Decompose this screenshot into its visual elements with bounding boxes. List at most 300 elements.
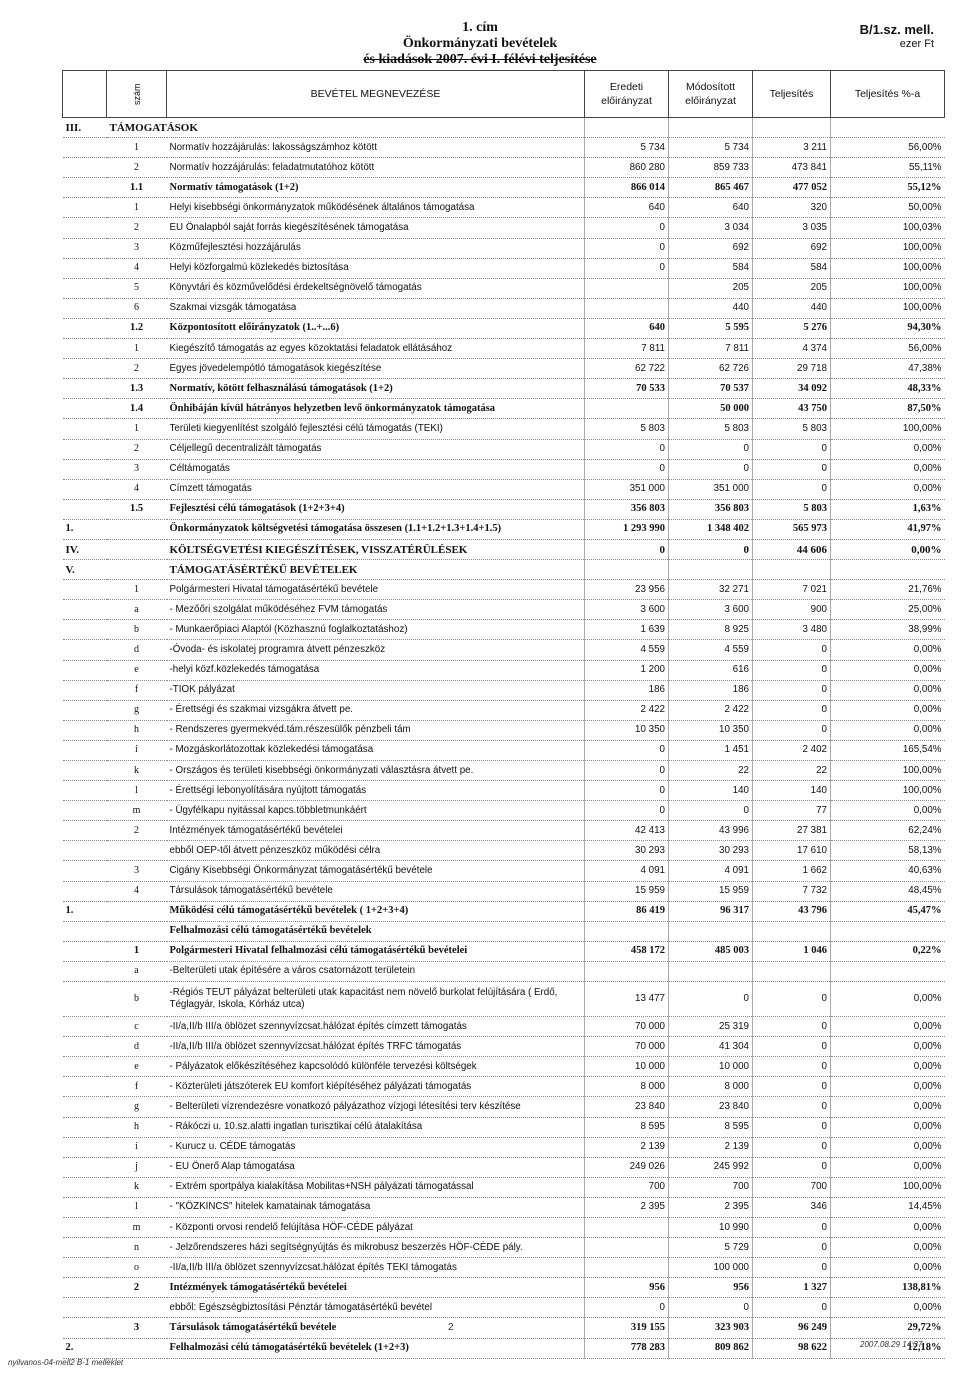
row-number: 3	[107, 238, 167, 258]
row-number: 3	[107, 861, 167, 881]
table-row	[63, 258, 945, 278]
row-actual: 77	[753, 801, 831, 821]
row-section	[63, 1097, 107, 1117]
row-number: o	[107, 1258, 167, 1278]
row-number: 1.4	[107, 399, 167, 419]
row-modified: 205	[669, 278, 753, 298]
row-section	[63, 158, 107, 178]
table-row	[63, 459, 945, 479]
row-actual: 0	[753, 1298, 831, 1318]
col-header-actual: Teljesítés	[753, 71, 831, 118]
row-percent: 138,81%	[831, 1278, 945, 1298]
row-percent: 0,00%	[831, 1097, 945, 1117]
row-name: - Mozgáskorlátozottak közlekedési támogatása	[167, 740, 585, 760]
row-modified	[669, 560, 753, 580]
row-name: ebből OEP-től átvett pénzeszköz működési célra	[167, 841, 585, 861]
row-actual: 0	[753, 1057, 831, 1077]
row-original: 1 200	[585, 660, 669, 680]
row-name: Normatív hozzájárulás: feladatmutatóhoz kötött	[167, 158, 585, 178]
row-number: 1	[107, 339, 167, 359]
row-percent: 47,38%	[831, 359, 945, 379]
row-section	[63, 700, 107, 720]
row-section	[63, 761, 107, 781]
footer-filename: nyilvanos-04-mell2 B-1 melléklet	[8, 1358, 124, 1367]
row-percent: 0,00%	[831, 439, 945, 459]
row-original: 458 172	[585, 941, 669, 961]
row-modified	[669, 961, 753, 981]
row-original	[585, 560, 669, 580]
table-row	[63, 801, 945, 821]
row-percent: 58,13%	[831, 841, 945, 861]
row-modified: 8 595	[669, 1117, 753, 1137]
row-section	[63, 278, 107, 298]
row-number: h	[107, 720, 167, 740]
row-name: Fejlesztési célú támogatások (1+2+3+4)	[167, 499, 585, 519]
row-modified: 15 959	[669, 881, 753, 901]
row-actual: 29 718	[753, 359, 831, 379]
row-section	[63, 138, 107, 158]
row-number: 5	[107, 278, 167, 298]
row-actual: 565 973	[753, 519, 831, 539]
row-name: - Érettségi lebonyolítására nyújtott támogatás	[167, 781, 585, 801]
row-percent: 100,00%	[831, 258, 945, 278]
row-original: 62 722	[585, 359, 669, 379]
row-modified: 140	[669, 781, 753, 801]
unit-label: ezer Ft	[899, 38, 934, 50]
row-modified: 10 990	[669, 1217, 753, 1237]
table-row	[63, 1077, 945, 1097]
row-original: 2 139	[585, 1137, 669, 1157]
row-name: Önhibáján kívül hátrányos helyzetben levő önkormányzatok támogatása	[167, 399, 585, 419]
row-original: 778 283	[585, 1338, 669, 1358]
row-name: - Kurucz u. CÉDE támogatás	[167, 1137, 585, 1157]
row-number: TÁMOGATÁSOK	[107, 118, 167, 138]
table-row	[63, 399, 945, 419]
table-row	[63, 1157, 945, 1177]
row-section	[63, 459, 107, 479]
row-percent: 40,63%	[831, 861, 945, 881]
row-percent: 94,30%	[831, 318, 945, 338]
row-name: -Óvoda- és iskolatej programra átvett pénzeszköz	[167, 640, 585, 660]
row-section	[63, 1238, 107, 1258]
row-modified: 245 992	[669, 1157, 753, 1177]
row-original: 1 293 990	[585, 519, 669, 539]
row-section	[63, 1137, 107, 1157]
row-modified: 186	[669, 680, 753, 700]
row-modified: 5 729	[669, 1238, 753, 1258]
row-number: 1	[107, 941, 167, 961]
row-modified: 640	[669, 198, 753, 218]
row-original: 0	[585, 740, 669, 760]
row-name: Helyi közforgalmú közlekedés biztosítása	[167, 258, 585, 278]
row-actual: 0	[753, 479, 831, 499]
row-original: 23 840	[585, 1097, 669, 1117]
table-row	[63, 1238, 945, 1258]
row-section	[63, 660, 107, 680]
row-actual: 1 327	[753, 1278, 831, 1298]
row-actual: 205	[753, 278, 831, 298]
row-percent	[831, 921, 945, 941]
row-actual: 440	[753, 298, 831, 318]
row-percent: 165,54%	[831, 740, 945, 760]
row-actual: 692	[753, 238, 831, 258]
row-name: Kiegészítő támogatás az egyes közoktatási feladatok ellátásához	[167, 339, 585, 359]
row-original: 0	[585, 238, 669, 258]
row-actual: 320	[753, 198, 831, 218]
table-row	[63, 881, 945, 901]
row-percent: 45,47%	[831, 901, 945, 921]
row-name: Felhalmozási célú támogatásértékű bevételek (1+2+3)	[167, 1338, 585, 1358]
row-number: a	[107, 961, 167, 981]
row-original: 8 000	[585, 1077, 669, 1097]
row-actual: 0	[753, 700, 831, 720]
row-actual: 473 841	[753, 158, 831, 178]
row-modified: 4 091	[669, 861, 753, 881]
row-actual: 43 796	[753, 901, 831, 921]
row-number: 4	[107, 258, 167, 278]
table-row	[63, 539, 945, 559]
row-name: Könyvtári és közművelődési érdekeltségnövelő támogatás	[167, 278, 585, 298]
row-actual: 900	[753, 600, 831, 620]
row-section	[63, 580, 107, 600]
row-number	[107, 560, 167, 580]
table-row	[63, 720, 945, 740]
row-percent: 0,00%	[831, 539, 945, 559]
row-original	[585, 298, 669, 318]
row-section	[63, 419, 107, 439]
row-section	[63, 238, 107, 258]
table-row	[63, 1217, 945, 1237]
table-row	[63, 238, 945, 258]
row-name: -Régiós TEUT pályázat belterületi utak kapacitást nem növelő burkolat felújítására ( Erdő, Téglagyár, Iskola, Kórház utca)	[167, 982, 585, 1017]
row-number: 6	[107, 298, 167, 318]
row-modified: 32 271	[669, 580, 753, 600]
row-actual: 0	[753, 1258, 831, 1278]
table-row	[63, 198, 945, 218]
row-section	[63, 941, 107, 961]
table-row	[63, 1197, 945, 1217]
table-row	[63, 660, 945, 680]
row-number	[107, 1338, 167, 1358]
row-original: 7 811	[585, 339, 669, 359]
row-name: Központosított előirányzatok (1..+...6)	[167, 318, 585, 338]
table-row	[63, 499, 945, 519]
row-percent: 25,00%	[831, 600, 945, 620]
row-number: h	[107, 1117, 167, 1137]
table-row	[63, 1097, 945, 1117]
row-modified	[669, 921, 753, 941]
row-modified: 865 467	[669, 178, 753, 198]
row-number: 2	[107, 439, 167, 459]
row-percent: 0,00%	[831, 700, 945, 720]
row-modified: 5 803	[669, 419, 753, 439]
row-original: 0	[585, 801, 669, 821]
row-actual: 0	[753, 680, 831, 700]
row-section	[63, 881, 107, 901]
row-percent: 87,50%	[831, 399, 945, 419]
row-modified: 0	[669, 439, 753, 459]
row-name: -TIOK pályázat	[167, 680, 585, 700]
row-number: 4	[107, 881, 167, 901]
row-original: 8 595	[585, 1117, 669, 1137]
row-original: 700	[585, 1177, 669, 1197]
row-section: III.	[63, 118, 107, 138]
table-row	[63, 479, 945, 499]
row-section	[63, 379, 107, 399]
row-percent: 0,00%	[831, 479, 945, 499]
row-actual: 17 610	[753, 841, 831, 861]
row-section	[63, 399, 107, 419]
row-modified: 2 422	[669, 700, 753, 720]
row-modified: 50 000	[669, 399, 753, 419]
row-modified: 2 395	[669, 1197, 753, 1217]
row-modified: 5 595	[669, 318, 753, 338]
row-number: 2	[107, 218, 167, 238]
table-row	[63, 982, 945, 1017]
row-percent: 48,45%	[831, 881, 945, 901]
row-number: f	[107, 1077, 167, 1097]
row-percent: 62,24%	[831, 821, 945, 841]
row-section	[63, 318, 107, 338]
row-section	[63, 178, 107, 198]
row-name: - Pályázatok előkészítéséhez kapcsolódó különféle tervezési költségek	[167, 1057, 585, 1077]
row-name: Működési célú támogatásértékű bevételek ( 1+2+3+4)	[167, 901, 585, 921]
row-original	[585, 1258, 669, 1278]
table-row	[63, 841, 945, 861]
row-percent: 0,00%	[831, 1217, 945, 1237]
row-modified: 0	[669, 801, 753, 821]
row-modified: 25 319	[669, 1017, 753, 1037]
row-name: Cigány Kisebbségi Önkormányzat támogatásértékű bevétele	[167, 861, 585, 881]
row-section	[63, 1298, 107, 1318]
row-original: 866 014	[585, 178, 669, 198]
row-name: TÁMOGATÁSÉRTÉKŰ BEVÉTELEK	[167, 560, 585, 580]
row-actual: 584	[753, 258, 831, 278]
row-modified: 700	[669, 1177, 753, 1197]
row-actual: 0	[753, 1117, 831, 1137]
row-actual: 1 662	[753, 861, 831, 881]
row-section	[63, 258, 107, 278]
table-row	[63, 278, 945, 298]
row-modified	[669, 118, 753, 138]
table-row	[63, 1177, 945, 1197]
row-actual: 0	[753, 1017, 831, 1037]
col-header-number: szám	[107, 71, 167, 118]
row-percent: 0,00%	[831, 1017, 945, 1037]
row-actual: 0	[753, 640, 831, 660]
row-actual	[753, 921, 831, 941]
row-name: Normatív támogatások (1+2)	[167, 178, 585, 198]
row-actual: 0	[753, 1137, 831, 1157]
row-actual: 7 021	[753, 580, 831, 600]
table-row	[63, 1037, 945, 1057]
row-section	[63, 600, 107, 620]
row-name: Egyes jövedelempótló támogatások kiegészítése	[167, 359, 585, 379]
table-row	[63, 700, 945, 720]
table-row	[63, 1338, 945, 1358]
row-name: Szakmai vizsgák támogatása	[167, 298, 585, 318]
row-percent: 0,00%	[831, 660, 945, 680]
row-number: f	[107, 680, 167, 700]
row-percent: 0,00%	[831, 982, 945, 1017]
row-name: Közműfejlesztési hozzájárulás	[167, 238, 585, 258]
table-row	[63, 580, 945, 600]
row-original: 640	[585, 318, 669, 338]
row-number	[107, 519, 167, 539]
row-name: EU Önalapból saját forrás kiegészítésének támogatása	[167, 218, 585, 238]
row-actual: 34 092	[753, 379, 831, 399]
row-name: - EU Önerő Alap támogatása	[167, 1157, 585, 1177]
row-number: 3	[107, 1318, 167, 1338]
row-original: 4 559	[585, 640, 669, 660]
row-actual: 27 381	[753, 821, 831, 841]
row-name: -II/a,II/b III/a öblözet szennyvízcsat.hálózat építés címzett támogatás	[167, 1017, 585, 1037]
row-section	[63, 1177, 107, 1197]
row-number: d	[107, 1037, 167, 1057]
table-row	[63, 118, 945, 138]
row-number: b	[107, 982, 167, 1017]
row-percent: 100,00%	[831, 781, 945, 801]
row-percent: 38,99%	[831, 620, 945, 640]
row-number: k	[107, 1177, 167, 1197]
row-percent: 100,00%	[831, 298, 945, 318]
row-modified: 0	[669, 459, 753, 479]
row-section	[63, 841, 107, 861]
row-percent: 0,00%	[831, 1238, 945, 1258]
row-name: - Munkaerőpiaci Alaptól (Közhasznú foglalkoztatáshoz)	[167, 620, 585, 640]
row-percent	[831, 118, 945, 138]
row-percent: 55,11%	[831, 158, 945, 178]
row-name: Polgármesteri Hivatal felhalmozási célú támogatásértékű bevételei	[167, 941, 585, 961]
row-section	[63, 339, 107, 359]
row-modified: 7 811	[669, 339, 753, 359]
row-section	[63, 1077, 107, 1097]
row-section: 2.	[63, 1338, 107, 1358]
table-row	[63, 1298, 945, 1318]
row-name: Területi kiegyenlítést szolgáló fejlesztési célú támogatás (TEKI)	[167, 419, 585, 439]
table-row	[63, 339, 945, 359]
row-percent: 0,00%	[831, 459, 945, 479]
footer-timestamp: 2007.08.29 14:37	[860, 1340, 923, 1349]
row-modified: 351 000	[669, 479, 753, 499]
table-row	[63, 640, 945, 660]
table-row	[63, 1117, 945, 1137]
row-number: 1	[107, 138, 167, 158]
row-number: l	[107, 781, 167, 801]
row-actual: 0	[753, 1037, 831, 1057]
row-section	[63, 1017, 107, 1037]
row-section	[63, 720, 107, 740]
row-original: 0	[585, 218, 669, 238]
row-section	[63, 1318, 107, 1338]
row-original: 186	[585, 680, 669, 700]
row-percent: 0,00%	[831, 1258, 945, 1278]
row-name: Önkormányzatok költségvetési támogatása összesen (1.1+1.2+1.3+1.4+1.5)	[167, 519, 585, 539]
table-row	[63, 1057, 945, 1077]
row-number: 4	[107, 479, 167, 499]
row-name: -Belterületi utak építésére a város csatornázott területein	[167, 961, 585, 981]
table-row	[63, 821, 945, 841]
row-actual: 0	[753, 1157, 831, 1177]
row-section	[63, 640, 107, 660]
row-name: -II/a,II/b III/a öblözet szennyvízcsat.hálózat építés TRFC támogatás	[167, 1037, 585, 1057]
row-modified: 3 600	[669, 600, 753, 620]
row-original: 0	[585, 761, 669, 781]
table-row	[63, 680, 945, 700]
row-percent: 100,00%	[831, 761, 945, 781]
row-original: 0	[585, 1298, 669, 1318]
row-modified: 4 559	[669, 640, 753, 660]
row-name	[167, 118, 585, 138]
row-percent: 1,63%	[831, 499, 945, 519]
row-modified: 2 139	[669, 1137, 753, 1157]
row-percent	[831, 560, 945, 580]
row-percent: 56,00%	[831, 339, 945, 359]
row-actual: 2 402	[753, 740, 831, 760]
row-modified: 96 317	[669, 901, 753, 921]
table-row	[63, 298, 945, 318]
row-name: Normatív hozzájárulás: lakosságszámhoz kötött	[167, 138, 585, 158]
row-section	[63, 680, 107, 700]
row-number: 2	[107, 821, 167, 841]
row-actual: 5 276	[753, 318, 831, 338]
row-number: 1.5	[107, 499, 167, 519]
row-modified: 859 733	[669, 158, 753, 178]
table-row	[63, 1017, 945, 1037]
row-section	[63, 740, 107, 760]
row-section	[63, 298, 107, 318]
row-percent: 0,00%	[831, 640, 945, 660]
row-section	[63, 499, 107, 519]
table-row	[63, 961, 945, 981]
row-percent: 12,18%	[831, 1338, 945, 1358]
row-original: 23 956	[585, 580, 669, 600]
row-original: 30 293	[585, 841, 669, 861]
col-header-original: Eredeti előirányzat	[585, 71, 669, 118]
row-section	[63, 218, 107, 238]
row-name: Társulások támogatásértékű bevétele	[167, 881, 585, 901]
row-modified: 8 000	[669, 1077, 753, 1097]
row-actual	[753, 560, 831, 580]
row-modified: 22	[669, 761, 753, 781]
table-row	[63, 1137, 945, 1157]
row-number: 1	[107, 419, 167, 439]
row-original: 5 803	[585, 419, 669, 439]
row-percent: 0,00%	[831, 720, 945, 740]
row-modified: 440	[669, 298, 753, 318]
row-original	[585, 921, 669, 941]
row-original: 10 350	[585, 720, 669, 740]
row-section	[63, 921, 107, 941]
row-percent: 0,00%	[831, 801, 945, 821]
row-percent: 0,00%	[831, 1077, 945, 1097]
table-row	[63, 600, 945, 620]
row-name: -II/a,II/b III/a öblözet szennyvízcsat.hálózat építés TEKI támogatás	[167, 1258, 585, 1278]
row-actual: 3 035	[753, 218, 831, 238]
row-actual: 4 374	[753, 339, 831, 359]
table-row	[63, 318, 945, 338]
row-original: 249 026	[585, 1157, 669, 1177]
row-percent: 0,00%	[831, 1137, 945, 1157]
attachment-ref: B/1.sz. mell.	[859, 22, 934, 37]
row-name: - Közterületi játszóterek EU komfort kiépítéséhez pályázati támogatás	[167, 1077, 585, 1097]
row-original: 0	[585, 539, 669, 559]
row-modified: 0	[669, 1298, 753, 1318]
row-modified: 956	[669, 1278, 753, 1298]
row-name: - "KÖZKINCS" hitelek kamatainak támogatása	[167, 1197, 585, 1217]
row-number: b	[107, 620, 167, 640]
row-name: Társulások támogatásértékű bevétele	[167, 1318, 585, 1338]
